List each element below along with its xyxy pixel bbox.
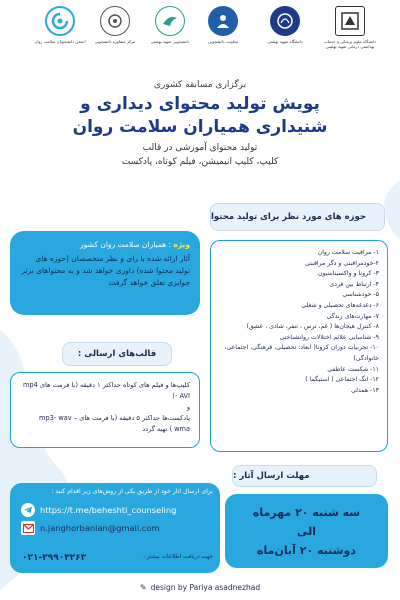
deadline-until: الی (296, 524, 317, 538)
design-credit (0, 583, 400, 592)
telegram-link[interactable]: https://t.me/beheshti_counseling (40, 505, 177, 515)
format-line: و (186, 403, 190, 411)
student-affairs-icon (208, 6, 238, 36)
list-item: ۱۲- انگ اجتماعی ( استیگما ) (305, 376, 379, 384)
special-tag: ویژه (173, 240, 190, 249)
gmail-icon (21, 521, 35, 535)
format-line: پادکست‌ها حداکثر ۵ دقیقه (با فرمت های – mp3- wav (39, 414, 190, 422)
deadline-end: دوشنبه ۲۰ آبان‌ماه (257, 543, 356, 557)
list-item: ۱۱- شکست عاطفی (327, 365, 379, 373)
logos-row (30, 6, 380, 68)
email-row[interactable] (21, 519, 213, 537)
judging-description: آثار ارائه شده با رای و نظر متخصصان (حوزه های تولید محتوا شده) داوری خواهد شد و به محتواهای برتر جوایزی تعلق خواهد گرفت (21, 254, 190, 287)
formats-box (10, 372, 200, 448)
content-description-line2: کلیپ، کلیپ انیمیشن، فیلم کوتاه، پادکست (121, 157, 279, 167)
logo-5 (85, 6, 145, 44)
campaign-title-line1: پویش تولید محتوای دیداری و (80, 94, 320, 114)
logo-3-caption: معاونت دانشجویی (207, 39, 239, 44)
logo-5-caption: مرکز مشاوره دانشجویی (94, 39, 136, 44)
list-item: ۱۰- تجربیات دوران کرونا( ابعاد: تحصیلی، فرهنگی، اجتماعی، خانوادگی) (224, 344, 379, 362)
list-item: ۴- ارتباط بین فردی (329, 280, 379, 288)
logo-4-caption: دانشجویی شهید بهشتی (150, 39, 190, 44)
deadline-start: سه شنبه ۲۰ مهرماه (252, 505, 361, 519)
logo-6-caption: انجمن دانشجویان سلامت روان (34, 39, 86, 44)
contact-intro: برای ارسال اثار خود از طریق یکی از روش‌های زیر اقدام کنید : (51, 488, 213, 495)
list-item: ۹- شناسایی علائم اختلالات روانشناختی (279, 333, 379, 341)
mental-health-association-icon (45, 6, 75, 36)
logo-2 (255, 6, 315, 44)
phone-number[interactable]: ۰۲۱-۲۹۹۰۳۲۶۳ (22, 553, 87, 563)
bird-logo-icon (155, 6, 185, 36)
design-credit-text: design by Pariya asadnezhad (150, 583, 261, 592)
logo-2-caption: دانشگاه شهید بهشتی (267, 39, 303, 44)
pen-icon: ✎ (139, 583, 147, 592)
logo-1 (320, 6, 380, 49)
topics-heading: حوزه های مورد نظر برای تولید محتوا (210, 203, 385, 231)
logo-3 (193, 6, 253, 44)
telegram-row[interactable] (21, 501, 213, 519)
logo-1-caption: دانشگاه علوم پزشکی و خدمات بهداشتی درمانی شهید بهشتی (323, 39, 377, 49)
special-audience-lead (20, 240, 190, 249)
university-emblem-icon (270, 6, 300, 36)
format-line: wma ) تهیه گردد (142, 425, 190, 433)
topics-list (210, 240, 388, 452)
deadline-heading: مهلت ارسال آثار : (232, 465, 377, 487)
list-item: ۵- خودشناسی (342, 291, 379, 299)
deadline-box (225, 494, 388, 568)
list-item: ۸- کنترل هیجان‌ها ( غم، ترس ، تنفر، شادی ، عشق) (246, 323, 379, 331)
email-address[interactable]: n.janghorbanian@gmail.com (40, 523, 160, 533)
special-audience-box (10, 231, 200, 315)
formats-heading: قالب‌های ارسالی : (62, 342, 172, 366)
format-line: کلیپ‌ها و فیلم های کوتاه حداکثر ۱ دقیقه (با فرمت های mp4 - AVI) (22, 381, 190, 400)
phone-note: جهت دریافت اطلاعات بیشتر : (143, 554, 213, 560)
contact-box (10, 483, 220, 573)
list-item: ۱- مراقبت سلامت روان (317, 249, 379, 256)
special-audience-text: : همیاران سلامت روان کشور (80, 240, 172, 249)
list-item: ۷- مهارت‌های زندگی (326, 312, 379, 320)
counseling-center-icon (100, 6, 130, 36)
content-description-line1: تولید محتوای آموزشی در قالب (142, 143, 258, 153)
competition-subtitle: برگزاری مسابقه کشوری (153, 80, 247, 90)
telegram-icon (21, 503, 35, 517)
list-item: ۶- دغدغه‌های تحصیلی و شغلی (301, 301, 379, 309)
list-item: ۱۳- همدلی (351, 386, 379, 394)
logo-6 (30, 6, 90, 44)
list-item: ۳- کرونا و واکسیناسیون (318, 270, 379, 278)
logo-4 (140, 6, 200, 44)
list-item: ۲-خودمراقبتی و دگر مراقبتی (305, 259, 379, 267)
campaign-title-line2: شنیداری همیاران سلامت روان (72, 117, 328, 137)
university-seal-icon (335, 6, 365, 36)
